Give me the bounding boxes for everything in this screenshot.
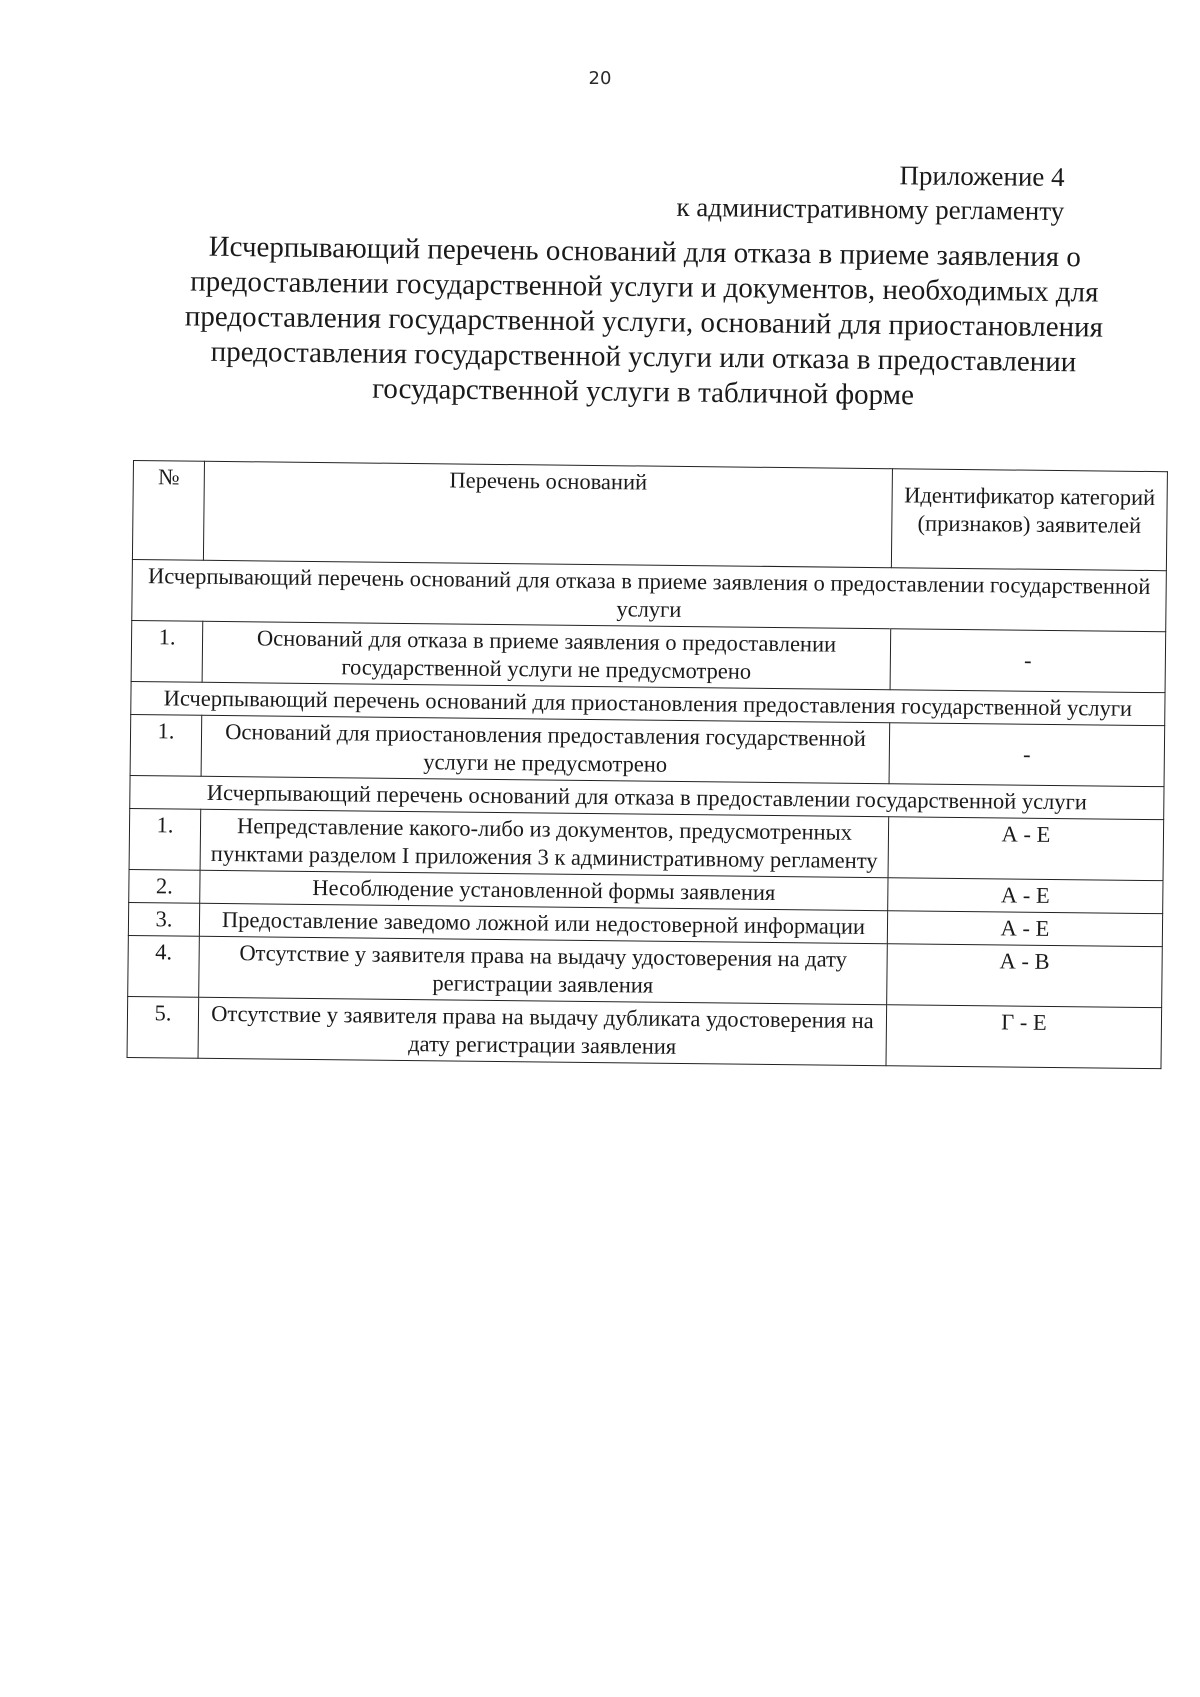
title-line: предоставления государственной услуги, оснований для приостановления [184,300,1104,344]
title-line: предоставлении государственной услуги и документов, необходимых для [190,265,1099,309]
table-row [129,808,1164,880]
table-row [128,935,1163,1007]
header-grounds: Перечень оснований [203,461,892,567]
row-number: 4. [128,935,200,997]
row-identifier: А - Е [888,817,1164,881]
section-row [132,559,1167,631]
row-number: 3. [128,902,199,936]
row-number: 5. [127,996,199,1058]
table-row [131,620,1166,692]
row-reason: Предоставление заведомо ложной или недостоверной информации [199,903,887,943]
section-title: Исчерпывающий перечень оснований для приостановления предоставления государственной услуги [131,681,1165,725]
annex-title: Приложение 4 [899,160,1065,192]
row-reason: Оснований для отказа в приеме заявления о предоставлении государственной услуги не предусмотрено [202,621,891,689]
table-row [130,714,1165,786]
row-reason: Отсутствие у заявителя права на выдачу удостоверения на дату регистрации заявления [199,936,888,1004]
header-identifier: Идентификатор категорий (признаков) заявителей [891,469,1167,571]
row-identifier: А - Е [887,911,1162,947]
table-row [127,996,1162,1068]
row-identifier: А - В [887,944,1163,1008]
section-title: Исчерпывающий перечень оснований для отказа в приеме заявления о предоставлении государственной услуги [132,559,1167,631]
row-reason: Непредставление какого-либо из документов, предусмотренных пунктами разделом I приложения 3 к административному регламенту [200,809,889,877]
row-reason: Несоблюдение установленной формы заявления [200,870,888,910]
row-identifier: А - Е [888,878,1163,914]
row-number: 2. [129,869,200,903]
annex-subtitle: к административному регламенту [676,191,1065,226]
title-line: государственной услуги в табличной форме [372,372,915,412]
document-title [168,229,1120,416]
annex-reference [677,156,1065,228]
section-title: Исчерпывающий перечень оснований для отказа в предоставлении государственной услуги [130,775,1164,819]
grounds-table-container [127,460,1168,1069]
grounds-table [127,460,1168,1069]
row-identifier: - [890,629,1166,693]
row-identifier: - [889,723,1165,787]
header-number: № [132,461,204,561]
row-number: 1. [130,714,202,776]
row-number: 1. [129,808,201,870]
row-identifier: Г - Е [886,1005,1162,1069]
table-header-row [132,461,1167,571]
page-number: 20 [588,68,612,89]
title-line: предоставления государственной услуги или отказа в предоставлении [210,335,1077,379]
row-reason: Отсутствие у заявителя права на выдачу дубликата удостоверения на дату регистрации заявления [198,997,887,1065]
row-number: 1. [131,620,203,682]
title-line: Исчерпывающий перечень оснований для отказа в приеме заявления о [208,230,1082,274]
row-reason: Оснований для приостановления предоставления государственной услуги не предусмотрено [201,715,890,783]
